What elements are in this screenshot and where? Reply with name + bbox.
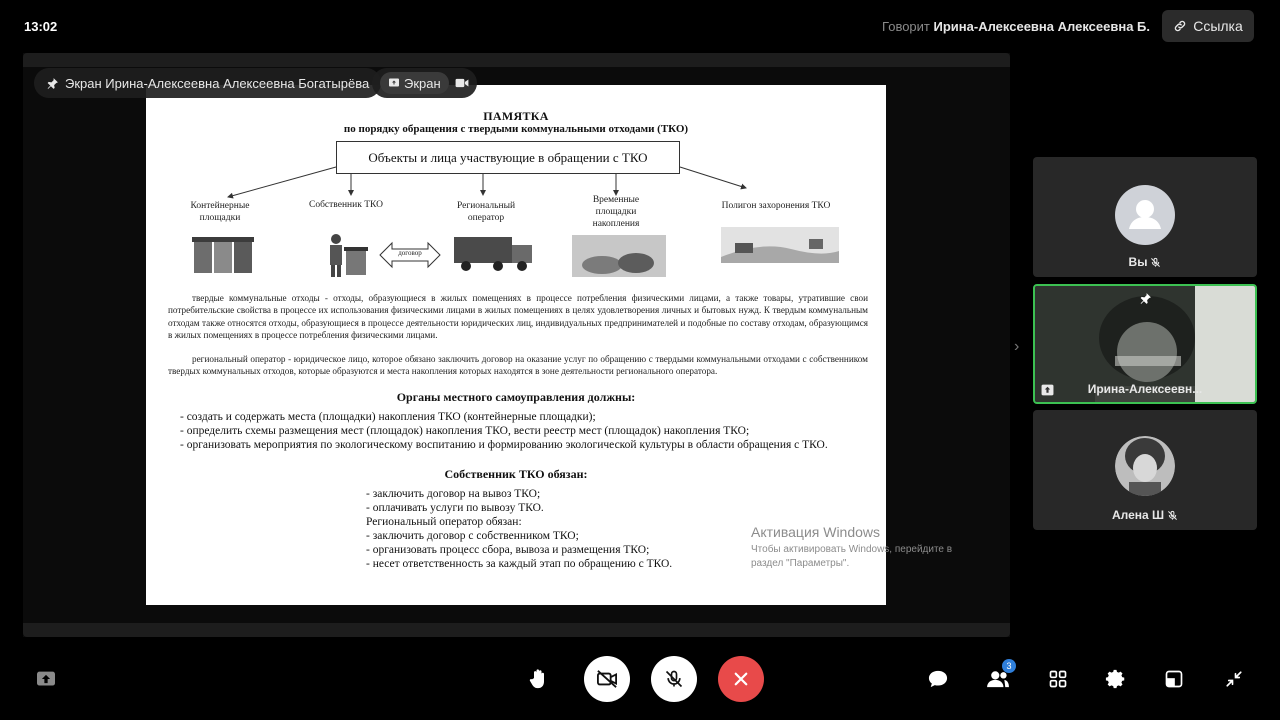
entity-label-owner: Собственник ТКО xyxy=(309,200,383,210)
participant-name xyxy=(1035,382,1255,396)
speaking-indicator xyxy=(882,19,1150,34)
doc-list-item: - оплачивать услуги по вывозу ТКО. xyxy=(366,502,544,514)
watermark-text: Чтобы активировать Windows, перейдите в раздел "Параметры". xyxy=(751,544,953,569)
doc-subtitle: по порядку обращения с твердыми коммунальными отходами (ТКО) xyxy=(343,123,689,135)
mic-toggle-button[interactable] xyxy=(651,656,697,702)
doc-title: ПАМЯТКА xyxy=(483,109,549,123)
mic-off-icon xyxy=(664,668,684,690)
mic-muted-icon xyxy=(1167,510,1178,521)
doc-list-item: - несет ответственность за каждый этап по обращению с ТКО. xyxy=(366,558,673,570)
doc-list-item: - заключить договор на вывоз ТКО; xyxy=(366,488,541,500)
camera-off-icon xyxy=(596,669,618,689)
raise-hand-button[interactable] xyxy=(523,663,555,695)
doc-list-item: - создать и содержать места (площадки) накопления ТКО (контейнерные площадки); xyxy=(180,411,596,423)
avatar xyxy=(1115,185,1175,245)
temporary-sites-illustration xyxy=(572,235,666,277)
participant-name-text: Вы xyxy=(1128,255,1148,269)
doc-list-item: - организовать мероприятия по экологическому воспитанию и формированию экологической культуры в области обращения с ТКО. xyxy=(180,439,828,451)
doc-paragraph-tko: твердые коммунальные отходы - отходы, образующиеся в жилых помещениях в процессе потребления физическими лицами, а также товары, утратившие свои потребительские свойства в процессе их использования физическими лицами в жилых помещениях в целях удовлетворения личных и бытовых нужд. К твердым коммунальным отходам также относятся отходы, образующиеся в процессе деятельности юридических лиц, индивидуальных предпринимателей и подобные по составу отходам, образующимся в жилых помещениях в процессе потребления физическими лицами. xyxy=(168,293,868,340)
doc-section-owner: Собственник ТКО обязан: xyxy=(444,467,588,481)
participant-tile-irina[interactable] xyxy=(1033,284,1257,404)
entity-label-landfill: Полигон захоронения ТКО xyxy=(721,201,831,211)
camera-view-icon[interactable] xyxy=(455,77,469,89)
doc-list-item: - организовать процесс сбора, вывоза и размещения ТКО; xyxy=(366,544,650,556)
watermark-title: Активация Windows xyxy=(751,524,881,540)
participants-count-badge: 3 xyxy=(1002,659,1016,673)
participant-name xyxy=(1033,508,1257,522)
screen-share-icon xyxy=(36,670,56,688)
entity-label-regional-operator: Региональный оператор xyxy=(456,201,516,223)
screen-view-button[interactable] xyxy=(380,72,449,94)
copy-link-button[interactable] xyxy=(1162,10,1254,42)
picture-in-picture-button[interactable] xyxy=(1158,663,1190,695)
camera-toggle-button[interactable] xyxy=(584,656,630,702)
doc-paragraph-operator: региональный оператор - юридическое лицо, которое обязано заключить договор на оказание услуг по обращению с твердыми коммунальными отходами с собственником твердых коммунальных отходов, которые образуются и места накопления которых находятся в зоне деятельности регионального оператора. xyxy=(168,354,868,377)
clock: 13:02 xyxy=(24,19,58,34)
speaking-name: Ирина-Алексеевна Алексеевна Б. xyxy=(933,19,1150,34)
participant-tile-alena[interactable] xyxy=(1033,410,1257,530)
pin-icon xyxy=(46,77,59,90)
share-screen-button[interactable] xyxy=(30,663,62,695)
hang-up-button[interactable] xyxy=(718,656,764,702)
gear-icon xyxy=(1105,668,1127,690)
copy-link-label: Ссылка xyxy=(1193,18,1243,34)
settings-button[interactable] xyxy=(1100,663,1132,695)
exit-fullscreen-button[interactable] xyxy=(1218,663,1250,695)
participant-tile-you[interactable] xyxy=(1033,157,1257,277)
grid-icon xyxy=(1048,669,1068,689)
chevron-right-icon[interactable]: › xyxy=(1014,338,1020,355)
chat-icon xyxy=(927,669,949,689)
participant-name-text: Алена Ш xyxy=(1111,508,1165,522)
doc-list-item: - заключить договор с собственником ТКО; xyxy=(366,530,579,542)
garbage-truck-illustration xyxy=(452,233,536,273)
pinned-screen-text: Экран Ирина-Алексеевна Алексеевна Богатырёва xyxy=(65,75,370,91)
layout-grid-button[interactable] xyxy=(1042,663,1074,695)
entity-label-temporary-sites: Временные площадки накопления xyxy=(592,195,640,229)
stage-bottom-strip xyxy=(23,623,1010,637)
screen-view-label: Экран xyxy=(404,75,441,91)
doc-list-item: - определить схемы размещения мест (площадок) накопления ТКО, вести реестр мест (площадок) накопления ТКО; xyxy=(180,425,750,437)
participants-button[interactable] xyxy=(982,663,1014,695)
pip-icon xyxy=(1164,669,1184,689)
pinned-screen-label[interactable] xyxy=(34,68,381,98)
user-icon xyxy=(1115,185,1175,245)
link-icon xyxy=(1173,19,1187,33)
screen-share-icon xyxy=(388,77,400,89)
entity-label-container-sites: Контейнерные площадки xyxy=(190,201,250,223)
diagram-arrows xyxy=(146,85,886,205)
chat-button[interactable] xyxy=(922,663,954,695)
owner-illustration xyxy=(324,233,372,279)
hand-icon xyxy=(529,668,549,690)
containers-illustration xyxy=(192,235,256,275)
close-icon xyxy=(732,670,750,688)
speaking-label: Говорит xyxy=(882,19,930,34)
landfill-illustration xyxy=(721,227,839,263)
pin-icon xyxy=(1139,292,1152,305)
view-switch[interactable] xyxy=(372,68,477,98)
collapse-icon xyxy=(1225,670,1243,688)
mic-muted-icon xyxy=(1150,257,1161,268)
doc-subheading-operator: Региональный оператор обязан: xyxy=(366,516,522,528)
participant-name-text: Ирина-Алексеевн... xyxy=(1087,382,1203,396)
avatar xyxy=(1115,436,1175,496)
windows-activation-watermark xyxy=(751,524,981,571)
contract-label: договор xyxy=(398,249,422,257)
participant-name xyxy=(1033,255,1257,269)
stage-top-strip xyxy=(23,53,1010,67)
doc-section-local-gov: Органы местного самоуправления должны: xyxy=(396,390,636,404)
doc-diagram-box: Объекты и лица участвующие в обращении с ТКО xyxy=(336,141,680,174)
